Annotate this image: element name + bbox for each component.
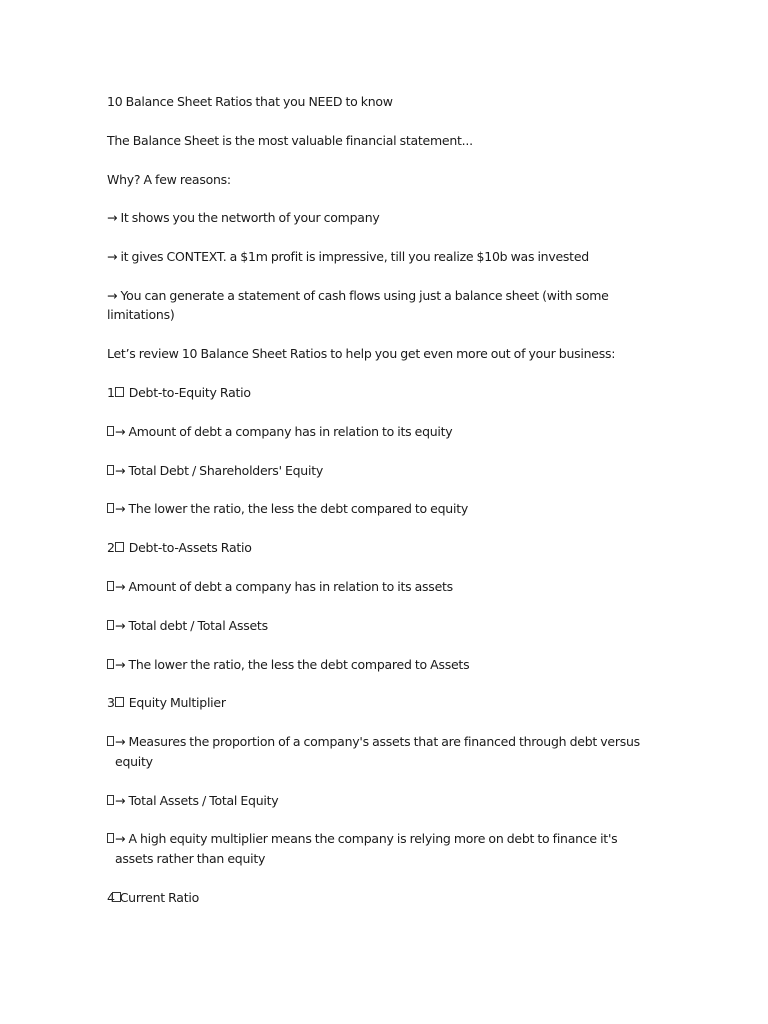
reason-3: → You can generate a statement of cash flows using just a balance sheet (with some limitations) (107, 287, 609, 323)
point-text: → Amount of debt a company has in relation to its equity (115, 423, 453, 439)
ratio-point (107, 829, 657, 868)
missing-glyph-icon (107, 833, 114, 843)
ratio-point (107, 422, 657, 442)
ratio-number: 2 (107, 540, 115, 556)
document-body (107, 92, 657, 926)
reason-2: → it gives CONTEXT. a $1m profit is impressive, till you realize $10b was invested (107, 249, 589, 265)
intro-text: The Balance Sheet is the most valuable financial statement... (107, 132, 473, 148)
ratio-heading-3 (107, 693, 657, 713)
ratio-name: Debt-to-Equity Ratio (128, 385, 251, 401)
point-text: → Total Assets / Total Equity (115, 792, 279, 808)
missing-glyph-icon (107, 503, 114, 513)
point-text: → Measures the proportion of a company's assets that are financed through debt versus equity (115, 734, 640, 769)
ratio-heading-4 (107, 888, 657, 908)
why-text: Why? A few reasons: (107, 171, 231, 187)
ratio-number: 1 (107, 385, 115, 401)
ratio-point (107, 577, 657, 597)
ratio-heading-1 (107, 383, 657, 403)
missing-glyph-icon (107, 620, 114, 630)
ratio-point (107, 732, 657, 771)
ratio-number: 4 (107, 889, 115, 905)
ratio-heading-2 (107, 538, 657, 558)
missing-glyph-icon (107, 659, 114, 669)
ratio-point (107, 461, 657, 481)
ratio-name: Current Ratio (119, 889, 199, 905)
point-text: → Total Debt / Shareholders' Equity (115, 462, 324, 478)
ratio-point (107, 499, 657, 519)
point-text: → The lower the ratio, the less the debt compared to equity (115, 501, 468, 517)
keycap-box-icon (115, 697, 124, 707)
point-text: → Amount of debt a company has in relation to its assets (115, 579, 453, 595)
missing-glyph-icon (107, 581, 114, 591)
point-text: → The lower the ratio, the less the debt compared to Assets (115, 656, 470, 672)
keycap-box-icon (115, 542, 124, 552)
point-text: → A high equity multiplier means the company is relying more on debt to finance it's assets rather than equity (115, 831, 618, 866)
missing-glyph-icon (107, 465, 114, 475)
point-text: → Total debt / Total Assets (115, 617, 268, 633)
reason-1: → It shows you the networth of your company (107, 210, 380, 226)
missing-glyph-icon (107, 426, 114, 436)
missing-glyph-icon (107, 736, 114, 746)
keycap-box-icon (115, 387, 124, 397)
document-title: 10 Balance Sheet Ratios that you NEED to know (107, 94, 393, 109)
missing-glyph-icon (107, 795, 114, 805)
ratio-point (107, 791, 657, 811)
ratio-name: Equity Multiplier (128, 695, 226, 711)
ratio-number: 3 (107, 695, 115, 711)
lead-text: Let’s review 10 Balance Sheet Ratios to help you get even more out of your business: (107, 346, 616, 362)
ratio-point (107, 655, 657, 675)
ratio-point (107, 616, 657, 636)
ratio-name: Debt-to-Assets Ratio (128, 540, 252, 556)
